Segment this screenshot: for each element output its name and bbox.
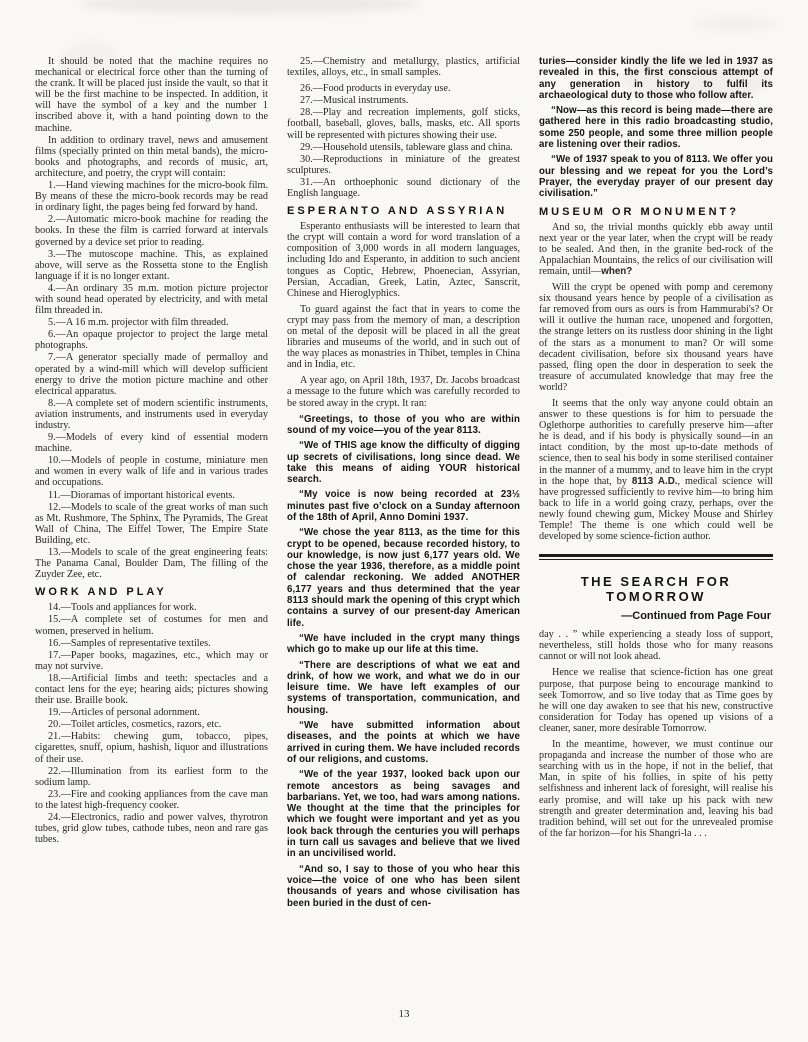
text-column-2 [287, 56, 520, 1016]
paragraph: 17.—Paper books, magazines, etc., which may or may not survive. [35, 649, 268, 672]
paragraph: 14.—Tools and appliances for work. [48, 602, 197, 614]
paragraph: Hence we realise that science-fiction has one great purpose, that purpose being to encourage mankind to seek Tomorrow, and so live today that as Time goes by he will one day awaken to see that his new, constructive consideration for Today has opened up visions of a cleaner, saner, more desirable Tomorrow. [539, 667, 773, 734]
paragraph: “My voice is now being recorded at 23½ minutes past five o’clock on a Sunday afternoon of the 18th of April, Anno Domini 1937. [287, 489, 520, 523]
paragraph: 31.—An orthoephonic sound dictionary of the English language. [287, 176, 520, 200]
section-heading: MUSEUM OR MONUMENT? [539, 205, 739, 218]
paragraph: 28.—Play and recreation implements, golf sticks, football, baseball, gloves, balls, masks, etc. All sports will be represented with pictures showing their use. [287, 107, 520, 141]
text-column-3 [539, 56, 773, 1016]
paragraph: 29.—Household utensils, tableware glass and china. [300, 141, 513, 153]
paragraph: 22.—Illumination from its earliest form to the sodium lamp. [35, 765, 268, 788]
paragraph: 12.—Models to scale of the great works of man such as Mt. Rushmore, The Sphinx, The Pyramids, The Great Wall of China, The Eiffel Tower, The Empire State Building, etc. [35, 501, 268, 546]
paragraph: 20.—Toilet articles, cosmetics, razors, etc. [48, 719, 222, 731]
paragraph: 1.—Hand viewing machines for the micro-book film. By means of these the micro-book records may be read in ordinary light, the pages being fed forward by hand. [35, 180, 268, 214]
scan-smudge [80, 0, 420, 14]
bold-emphasis: 8113 A.D. [631, 475, 678, 487]
paragraph: In the meantime, however, we must continue our propaganda and increase the number of those who are searching with us in the hope, if not in the belief, that Man, in spite of his follies, in spite of his petty selfishness and inherent lack of foresight, will realise his early promise, and will take up his pack with new strength and greater determination and, leaving his bad tradition behind, will set out for the unrevealed promise of the far horizon—for his Shangri-la . . . [539, 739, 773, 839]
paragraph: In addition to ordinary travel, news and amusement films (specially printed on thin metal bands), the micro-books and photographs, and records of music, art, architecture, and poetry, the crypt will contain: [35, 134, 268, 179]
paragraph: 23.—Fire and cooking appliances from the cave man to the latest high-frequency cooker. [35, 788, 268, 811]
paragraph: A year ago, on April 18th, 1937, Dr. Jacobs broadcast a message to the future which was carefully recorded to be stored away in the crypt. It ran: [287, 375, 520, 409]
paragraph: 9.—Models of every kind of essential modern machine. [35, 432, 268, 455]
paragraph: 19.—Articles of personal adornment. [48, 707, 200, 719]
paragraph [539, 398, 773, 542]
paragraph: It should be noted that the machine requires no mechanical or electrical force other than the turning of the crank. It will be placed just inside the vault, so that it will be the first machine to be inspected. In addition, it will have the symbol of a key and the number 1 inscribed above it, with a hand pointing down to the machine. [35, 56, 268, 134]
section-heading: ESPERANTO AND ASSYRIAN [287, 205, 508, 218]
section-heading: THE SEARCH FOR TOMORROW [580, 574, 732, 605]
paragraph: 3.—The mutoscope machine. This, as explained above, will serve as the Rossetta stone to the English language if it is no longer extant. [35, 248, 268, 282]
text-column-1 [35, 56, 268, 1016]
paragraph: To guard against the fact that in years to come the crypt may pass from the memory of man, a description on metal of the deposit will be placed in all the great libraries and museums of the world, and in such out of the way places as monastries in Thibet, temples in China and in India, etc. [287, 303, 520, 371]
paragraph: 8.—A complete set of modern scientific instruments, aviation instruments, and instruments used in everyday industry. [35, 397, 268, 431]
paragraph: “We of the year 1937, looked back upon our remote ancestors as being savages and barbarians. Yet, we too, had wars among nations. We thought at the time that the principles for which we fought were important and yet as you look back through the centuries you will perhaps in turn call us savages and believe that we lived in an uncivilised world. [287, 769, 520, 860]
paragraph: 21.—Habits: chewing gum, tobacco, pipes, cigarettes, snuff, opium, hashish, liquor and illustrations of their use. [35, 731, 268, 765]
paragraph: 24.—Electronics, radio and power valves, thyrotron tubes, grid glow tubes, cathode tubes, neon and rare gas tubes. [35, 812, 268, 846]
section-heading: WORK AND PLAY [35, 586, 167, 599]
paragraph: “We of 1937 speak to you of 8113. We offer you our blessing and we repeat for you the Lord’s Prayer, the everyday prayer of our present day civilisation.” [539, 154, 773, 200]
scan-smudge [690, 16, 780, 32]
paragraph: “Greetings, to those of you who are within sound of my voice—you of the year 8113. [287, 413, 520, 436]
paragraph: day . . ” while experiencing a steady loss of support, nevertheless, still holds those who for many reasons cannot or will not look ahead. [539, 629, 773, 663]
paragraph: “There are descriptions of what we eat and drink, of how we work, and what we do in our leisure time. We have left examples of our systems of transportation, communication, and housing. [287, 659, 520, 716]
paragraph: 16.—Samples of representative textiles. [48, 637, 211, 649]
paragraph: “We have included in the crypt many things which go to make up our life at this time. [287, 632, 520, 656]
paragraph: 18.—Artificial limbs and teeth: spectacles and a contact lens for the eye; hearing aids; pictures showing their use. Braille book. [35, 672, 268, 707]
paragraph: 5.—A 16 m.m. projector with film threaded. [48, 317, 229, 329]
paragraph: 7.—A generator specially made of permalloy and operated by a wind-mill which will develop sufficient energy to drive the motion picture machine and other electrical apparatus. [35, 352, 268, 397]
paragraph: 4.—An ordinary 35 m.m. motion picture projector with sound head operated by electricity, and with metal film threaded in. [35, 282, 268, 317]
paragraph: Will the crypt be opened with pomp and ceremony six thousand years hence by people of a civilisation as far removed from ours as ours is from Hammurabi's? Or will it outlive the human race, unopened and forgotten, the strange letters on its rustless door shining in the light of the stars as a monument to man? Or will some decadent civilisation, before six thousand years have passed, fling open the door in desperation to seek the treasure of accumulated knowledge that may free the world? [539, 282, 773, 393]
paragraph: Esperanto enthusiasts will be interested to learn that the crypt will contain a word for word translation of a composition of 3,000 words in all modern languages, including Ido and Esperanto, in addition to such ancient tongues as Coptic, Hebrew, Phoenecian, Assyrian, Persian, Accadian, Greek, Latin, Aztec, Sanscrit, Chinese and Hieroglyphics. [287, 221, 520, 299]
paragraph: 26.—Food products in everyday use. [300, 83, 451, 95]
paragraph: “We have submitted information about diseases, and the points at which we have arrived in curing them. We have included records of our religions, and customs. [287, 720, 520, 765]
paragraph: 15.—A complete set of costumes for men and women, preserved in helium. [35, 614, 268, 637]
paragraph: 2.—Automatic micro-book machine for reading the books. In these the film is carried forward at intervals governed by a device set prior to reading. [35, 214, 268, 248]
text-run: It seems that the only way anyone could obtain an answer to these questions is for him to persuade the Oglethorpe authorities to carefully preserve him—after he is dead, and if his body is physically sound—in an intact condition, by the most up-to-date methods of science, then to seal his body in some sterilised container in the manner of a mummy, and to leave him in the crypt in the hope that, by [539, 397, 773, 487]
text-run: , medical science will have progressed sufficiently to revive him—to bring him back to life in a world going crazy, perhaps, over the newly found chewing gum, Mickey Mouse and Shirley Temple! The theme is one which could well be developed by some science-fiction author. [539, 475, 773, 543]
paragraph: turies—consider kindly the life we led in 1937 as revealed in this, the first conscious attempt of any generation in history to fulfil its archaeological duty to those who follow after. [539, 56, 773, 101]
paragraph: “Now—as this record is being made—there are gathered here in this radio broadcasting studio, some 250 people, and some three million people are listening over their radios. [539, 105, 773, 151]
bold-emphasis: when? [601, 265, 633, 277]
paragraph: —Continued from Page Four [621, 610, 771, 623]
paragraph: 25.—Chemistry and metallurgy, plastics, artificial textiles, alloys, etc., in small samples. [287, 56, 520, 79]
paragraph: “We of THIS age know the difficulty of digging up secrets of civilisations, long since dead. We take this means of aiding YOUR historical search. [287, 440, 520, 486]
paragraph: 6.—An opaque projector to project the large metal photographs. [35, 329, 268, 352]
section-divider [539, 554, 773, 560]
paragraph: 27.—Musical instruments. [300, 95, 409, 107]
paragraph: 10.—Models of people in costume, miniature men and women in every walk of life and in various trades and occupations. [35, 455, 268, 489]
paragraph: 30.—Reproductions in miniature of the greatest sculptures. [287, 153, 520, 176]
text-run: And so, the trivial months quickly ebb away until next year or the year later, when the crypt will be ready to be sealed. And then, in the granite bed-rock of the Appalachian Mountains, the relics of our civilisation will remain, until— [539, 221, 773, 277]
paragraph: 13.—Models to scale of the great engineering feats: The Panama Canal, Boulder Dam, The filling of the Zuyder Zee, etc. [35, 547, 268, 581]
paragraph [539, 222, 773, 277]
page-number: 13 [398, 1008, 410, 1020]
paragraph: “And so, I say to those of you who hear this voice—the voice of one who has been silent thousands of years and whose civilisation has been buried in the dust of cen- [287, 863, 520, 909]
paragraph: “We chose the year 8113, as the time for this crypt to be opened, because recorded history, to our knowledge, is now just 6,177 years old. We chose the year 1936, therefore, as a middle point of calendar reckoning. We added ANOTHER 6,177 years and thus determined that the year 8113 should mark the opening of this crypt which contains a survey of our present-day American life. [287, 527, 520, 629]
paragraph: 11.—Dioramas of important historical events. [48, 489, 235, 501]
